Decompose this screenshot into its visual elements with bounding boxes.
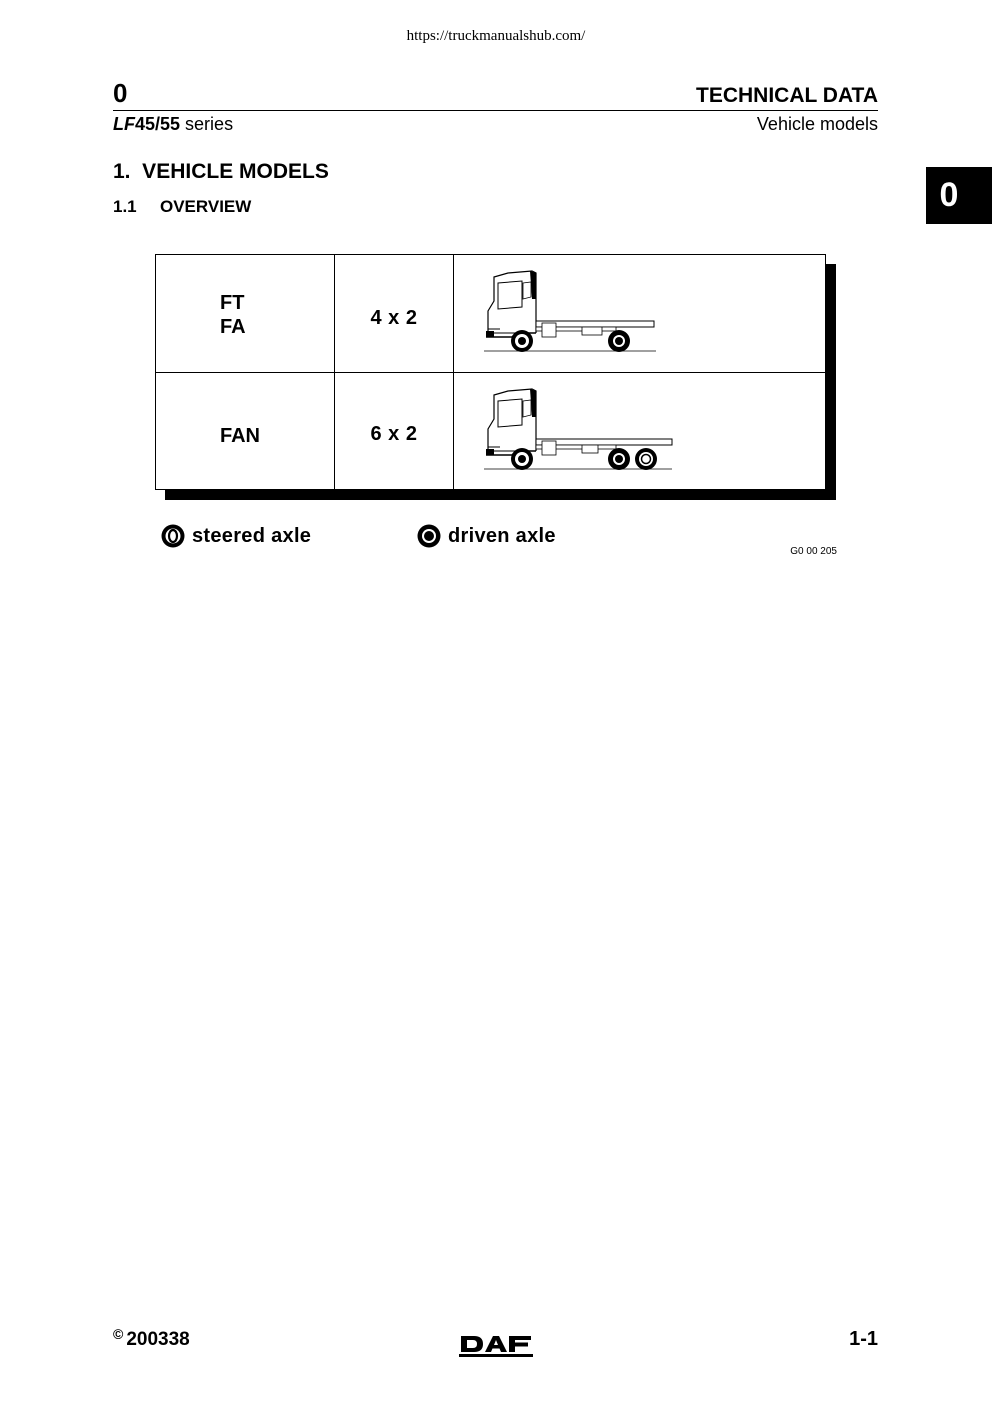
section-name: Vehicle models: [756, 114, 878, 134]
daf-logo: [459, 1334, 533, 1358]
axle-config-6x2: 6 x 2: [370, 423, 418, 445]
model-code-cell: [156, 373, 335, 490]
heading-overview-number: 1.1: [113, 197, 137, 216]
footer-copyright: [113, 1326, 190, 1351]
axle-config-cell: [335, 373, 454, 490]
axle-config-4x2: 4 x 2: [370, 307, 418, 329]
heading-vehicle-models: 1. VEHICLE MODELS: [113, 160, 329, 183]
truck-6x2-icon: [482, 387, 682, 477]
driven-wheel-icon: [417, 524, 441, 548]
legend-steered-label: steered axle: [192, 524, 312, 547]
legend-driven: [417, 524, 556, 548]
table-row: [156, 373, 825, 490]
truck-4x2-icon: [482, 269, 662, 359]
chapter-number: 0: [113, 78, 128, 108]
illustration-cell: [454, 373, 825, 490]
chapter-title: TECHNICAL DATA: [696, 84, 878, 107]
series-suffix: series: [180, 114, 234, 134]
copyright-symbol: ©: [113, 1326, 124, 1342]
series-prefix: LF: [113, 114, 135, 134]
chapter-tab-marker: 0: [926, 167, 992, 224]
model-code-fa: FA: [220, 316, 246, 338]
illustration-cell: [454, 255, 825, 372]
model-code-ft: FT: [220, 292, 245, 314]
table-row: [156, 255, 825, 373]
vehicle-models-table: [155, 254, 826, 490]
heading-overview: [113, 197, 251, 217]
copyright-code: 200338: [126, 1329, 190, 1350]
header-rule: [113, 110, 878, 111]
model-code-fan: FAN: [220, 425, 260, 447]
legend-steered: [161, 524, 311, 548]
steered-wheel-icon: [161, 524, 185, 548]
legend-driven-label: driven axle: [448, 524, 556, 547]
figure-code: G0 00 205: [790, 546, 837, 557]
axle-config-cell: [335, 255, 454, 372]
series-label: [113, 114, 233, 135]
heading-overview-title: OVERVIEW: [160, 197, 252, 216]
source-url[interactable]: https://truckmanualshub.com/: [406, 28, 586, 44]
page-number: 1-1: [849, 1328, 878, 1350]
model-code-cell: [156, 255, 335, 372]
series-numbers: 45/55: [135, 114, 181, 134]
